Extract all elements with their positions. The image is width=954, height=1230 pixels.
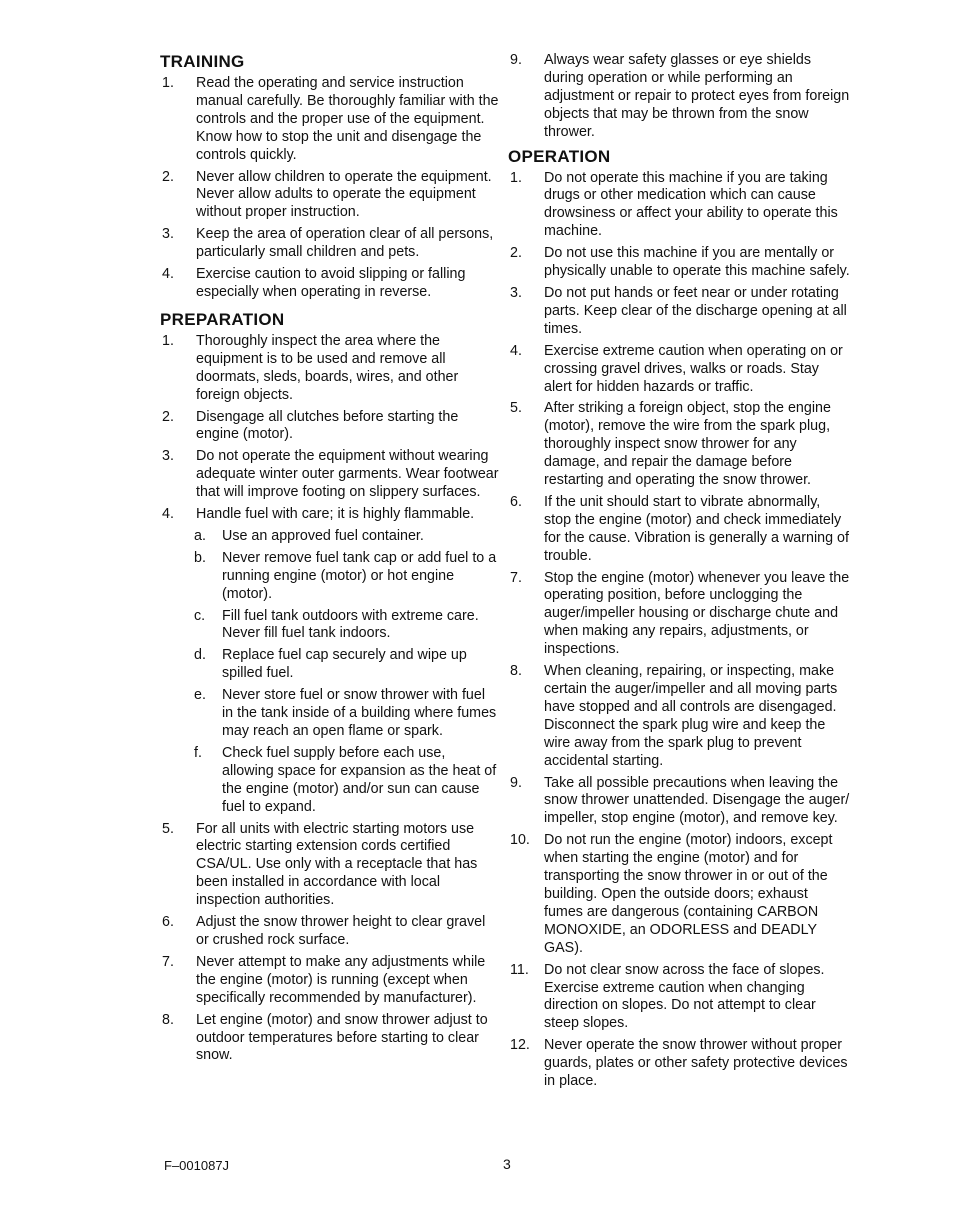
item-text: Take all possible precautions when leaving the snow thrower unattended. Disengage the auger/ impeller, stop engine (motor), and remove key. (544, 774, 850, 827)
preparation-item (160, 821, 500, 911)
operation-item (508, 832, 850, 957)
operation-item (508, 494, 850, 566)
item-text: Use an approved fuel container. (222, 527, 424, 544)
item-text: Do not operate the equipment without wearing adequate winter outer garments. Wear footwear that will improve footing on slippery surfaces. (196, 448, 499, 501)
item-number: a. (194, 527, 206, 544)
item-number: f. (194, 744, 202, 761)
item-text: If the unit should start to vibrate abnormally, stop the engine (motor) and check immediately for the cause. Vibration is generally a warning of trouble. (544, 493, 849, 564)
preparation-heading: PREPARATION (160, 309, 285, 329)
operation-item (508, 400, 850, 490)
item-number: 8. (510, 663, 522, 680)
item-number: 5. (510, 400, 522, 417)
preparation-item-9 (508, 52, 850, 142)
operation-item (508, 775, 850, 829)
item-text: Stop the engine (motor) whenever you leave the operating position, before unclogging the auger/impeller housing or discharge chute and when making any repairs, adjustments, or inspections. (544, 569, 850, 658)
item-number: 2. (162, 168, 174, 185)
item-text: Do not run the engine (motor) indoors, except when starting the engine (motor) and for transporting the snow thrower in or out of the building. Open the outside doors; exhaust fumes are dangerous (containing CARBON MONOXIDE, an ODORLESS and DEADLY GAS). (544, 832, 833, 956)
item-number: 4. (162, 506, 174, 523)
item-text: Replace fuel cap securely and wipe up spilled fuel. (222, 647, 467, 682)
operation-item (508, 1037, 850, 1091)
item-number: 1. (510, 169, 522, 186)
right-column (508, 52, 850, 1095)
item-number: 4. (162, 266, 174, 283)
preparation-item (160, 506, 500, 524)
item-number: 2. (162, 408, 174, 425)
item-number: 4. (510, 342, 522, 359)
item-text: For all units with electric starting motors use electric starting extension cords certified CSA/UL. Use only with a receptacle that has been installed in accordance with local inspection authorities. (196, 820, 478, 909)
item-number: d. (194, 647, 206, 664)
fuel-handling-subitem (160, 550, 500, 604)
fuel-handling-subitem (160, 687, 500, 741)
item-number: 10. (510, 832, 530, 849)
item-number: 1. (162, 332, 174, 349)
item-text: Keep the area of operation clear of all persons, particularly small children and pets. (196, 226, 494, 261)
item-text: Exercise extreme caution when operating on or crossing gravel drives, walks or roads. Stay alert for hidden hazards or traffic. (544, 342, 843, 395)
item-number: 7. (510, 569, 522, 586)
item-number: 11. (510, 961, 529, 978)
operation-item (508, 343, 850, 397)
fuel-handling-subitem (160, 745, 500, 817)
item-text: Check fuel supply before each use, allowing space for expansion as the heat of the engine (motor) and/or sun can cause fuel to expand. (222, 744, 497, 815)
item-text: Do not put hands or feet near or under rotating parts. Keep clear of the discharge opening at all times. (544, 284, 847, 337)
operation-item (508, 663, 850, 770)
item-number: 12. (510, 1037, 530, 1054)
item-number: 3. (510, 284, 522, 301)
operation-heading: OPERATION (508, 146, 611, 166)
item-text: Do not use this machine if you are mentally or physically unable to operate this machine safely. (544, 245, 850, 280)
item-text: Exercise caution to avoid slipping or falling especially when operating in reverse. (196, 266, 466, 300)
item-text: Do not clear snow across the face of slopes. Exercise extreme caution when changing direction on slopes. Do not attempt to clear steep slopes. (544, 961, 825, 1032)
training-item (160, 75, 500, 165)
item-text: When cleaning, repairing, or inspecting, make certain the auger/impeller and all moving parts have stopped and all controls are disengaged. Disconnect the spark plug wire and keep the wire away from the spark plug to prevent accidental starting. (544, 663, 838, 769)
training-item (160, 266, 500, 302)
item-number: 3. (162, 226, 174, 243)
operation-item (508, 245, 850, 281)
preparation-item (160, 333, 500, 405)
fuel-handling-subitem (160, 608, 500, 644)
item-number: 5. (162, 820, 174, 837)
item-number: e. (194, 687, 206, 704)
item-text: Do not operate this machine if you are taking drugs or other medication which can cause drowsiness or affect your ability to operate this machine. (544, 169, 838, 240)
item-text: Read the operating and service instruction manual carefully. Be thoroughly familiar with the controls and the proper use of the equipment. Know how to stop the unit and disengage the controls quickly. (196, 75, 499, 163)
item-text: Never operate the snow thrower without proper guards, plates or other safety protective devices in place. (544, 1037, 848, 1090)
item-text: Never store fuel or snow thrower with fuel in the tank inside of a building where fumes may reach an open flame or spark. (222, 687, 497, 739)
item-text: Disengage all clutches before starting the engine (motor). (196, 408, 459, 443)
training-item (160, 169, 500, 223)
preparation-item (160, 954, 500, 1008)
document-code: F–001087J (164, 1158, 230, 1173)
item-number: 6. (510, 493, 522, 510)
operation-item (508, 962, 850, 1034)
operation-list (508, 170, 850, 1091)
training-heading: TRAINING (160, 52, 245, 71)
preparation-item (160, 1012, 500, 1066)
item-text: Let engine (motor) and snow thrower adjust to outdoor temperatures before starting to clear snow. (196, 1011, 488, 1064)
item-text: Always wear safety glasses or eye shields during operation or while performing an adjustment or repair to protect eyes from foreign objects that may be thrown from the snow thrower. (544, 52, 850, 140)
preparation-item (160, 914, 500, 950)
preparation-item (160, 448, 500, 502)
left-column (160, 52, 500, 1069)
item-number: 3. (162, 448, 174, 465)
item-text: Adjust the snow thrower height to clear gravel or crushed rock surface. (196, 914, 486, 948)
item-number: 9. (510, 52, 522, 68)
fuel-handling-sublist (160, 528, 500, 817)
item-text: After striking a foreign object, stop the engine (motor), remove the wire from the spark plug, thoroughly inspect snow thrower for any damage, and repair the damage before restarting and operating the snow thrower. (544, 400, 831, 489)
page-number: 3 (503, 1156, 511, 1172)
training-list (160, 75, 500, 302)
operation-item (508, 285, 850, 339)
item-number: 9. (510, 774, 522, 791)
item-number: c. (194, 607, 206, 624)
item-text: Fill fuel tank outdoors with extreme care. Never fill fuel tank indoors. (222, 607, 479, 642)
operation-item (508, 570, 850, 660)
item-text: Never allow children to operate the equipment. Never allow adults to operate the equipment without proper instruction. (196, 168, 492, 221)
preparation-list-continued (160, 821, 500, 1066)
item-number: 1. (162, 75, 174, 91)
preparation-item (160, 409, 500, 445)
item-number: b. (194, 549, 206, 566)
operation-item (508, 170, 850, 242)
item-number: 6. (162, 914, 174, 931)
item-text: Handle fuel with care; it is highly flammable. (196, 506, 475, 523)
item-number: 7. (162, 953, 174, 970)
fuel-handling-subitem (160, 647, 500, 683)
item-text: Never attempt to make any adjustments while the engine (motor) is running (except when specifically recommended by manufacturer). (196, 953, 486, 1006)
fuel-handling-subitem (160, 528, 500, 546)
item-text: Thoroughly inspect the area where the equipment is to be used and remove all doormats, sleds, boards, wires, and other foreign objects. (196, 332, 459, 403)
training-item (160, 226, 500, 262)
preparation-list (160, 333, 500, 524)
item-number: 2. (510, 245, 522, 262)
item-number: 8. (162, 1011, 174, 1028)
item-text: Never remove fuel tank cap or add fuel to a running engine (motor) or hot engine (motor). (222, 549, 497, 602)
